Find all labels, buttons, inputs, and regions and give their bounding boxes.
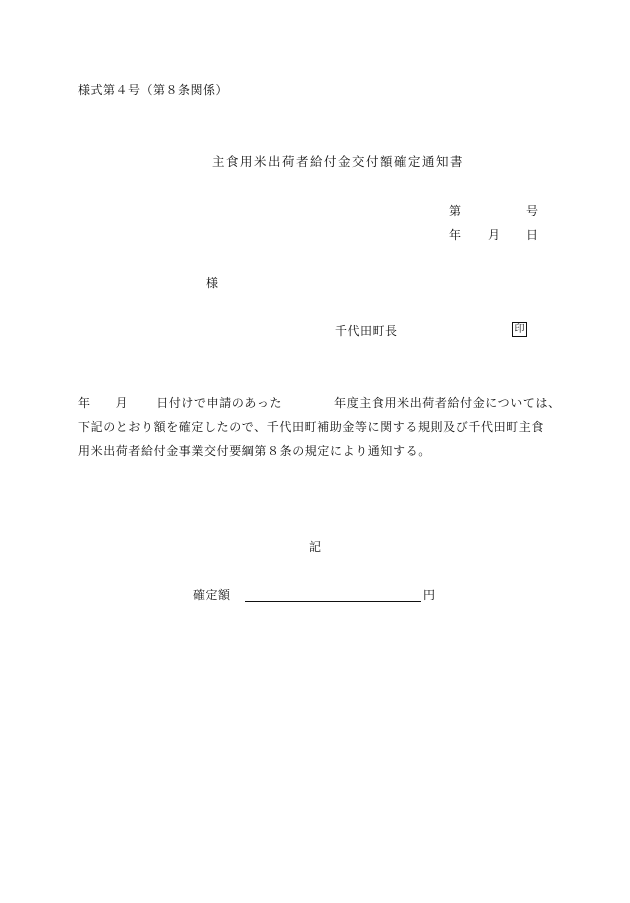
confirmed-amount-label: 確定額 — [193, 588, 231, 602]
amount-unit: 円 — [423, 588, 436, 602]
recipient-honorific: 様 — [206, 276, 219, 290]
fiscal-year-text: 年度主食用米出荷者給付金については、 — [334, 396, 561, 410]
issue-date-day: 日 — [526, 228, 539, 242]
document-number-prefix: 第 — [449, 204, 462, 218]
seal-mark — [512, 322, 527, 337]
form-number-label: 様式第４号（第８条関係） — [78, 83, 229, 97]
body-line-2: 下記のとおり額を確定したので、千代田町補助金等に関する規則及び千代田町主食 — [78, 420, 544, 434]
application-text: 日付けで申請のあった — [156, 396, 283, 410]
body-line-3: 用米出荷者給付金事業交付要綱第８条の規定により通知する。 — [78, 444, 431, 458]
issue-date-year: 年 — [449, 228, 462, 242]
issue-date-month: 月 — [488, 228, 501, 242]
amount-underline — [245, 601, 421, 602]
issuer-name: 千代田町長 — [335, 324, 398, 338]
record-heading: 記 — [309, 540, 322, 554]
application-year: 年 — [78, 396, 91, 410]
body-line-1 — [78, 397, 561, 409]
document-title: 主食用米出荷者給付金交付額確定通知書 — [212, 154, 465, 169]
document-number-suffix: 号 — [526, 204, 539, 218]
seal-char: 印 — [514, 323, 525, 335]
application-month: 月 — [115, 396, 129, 410]
